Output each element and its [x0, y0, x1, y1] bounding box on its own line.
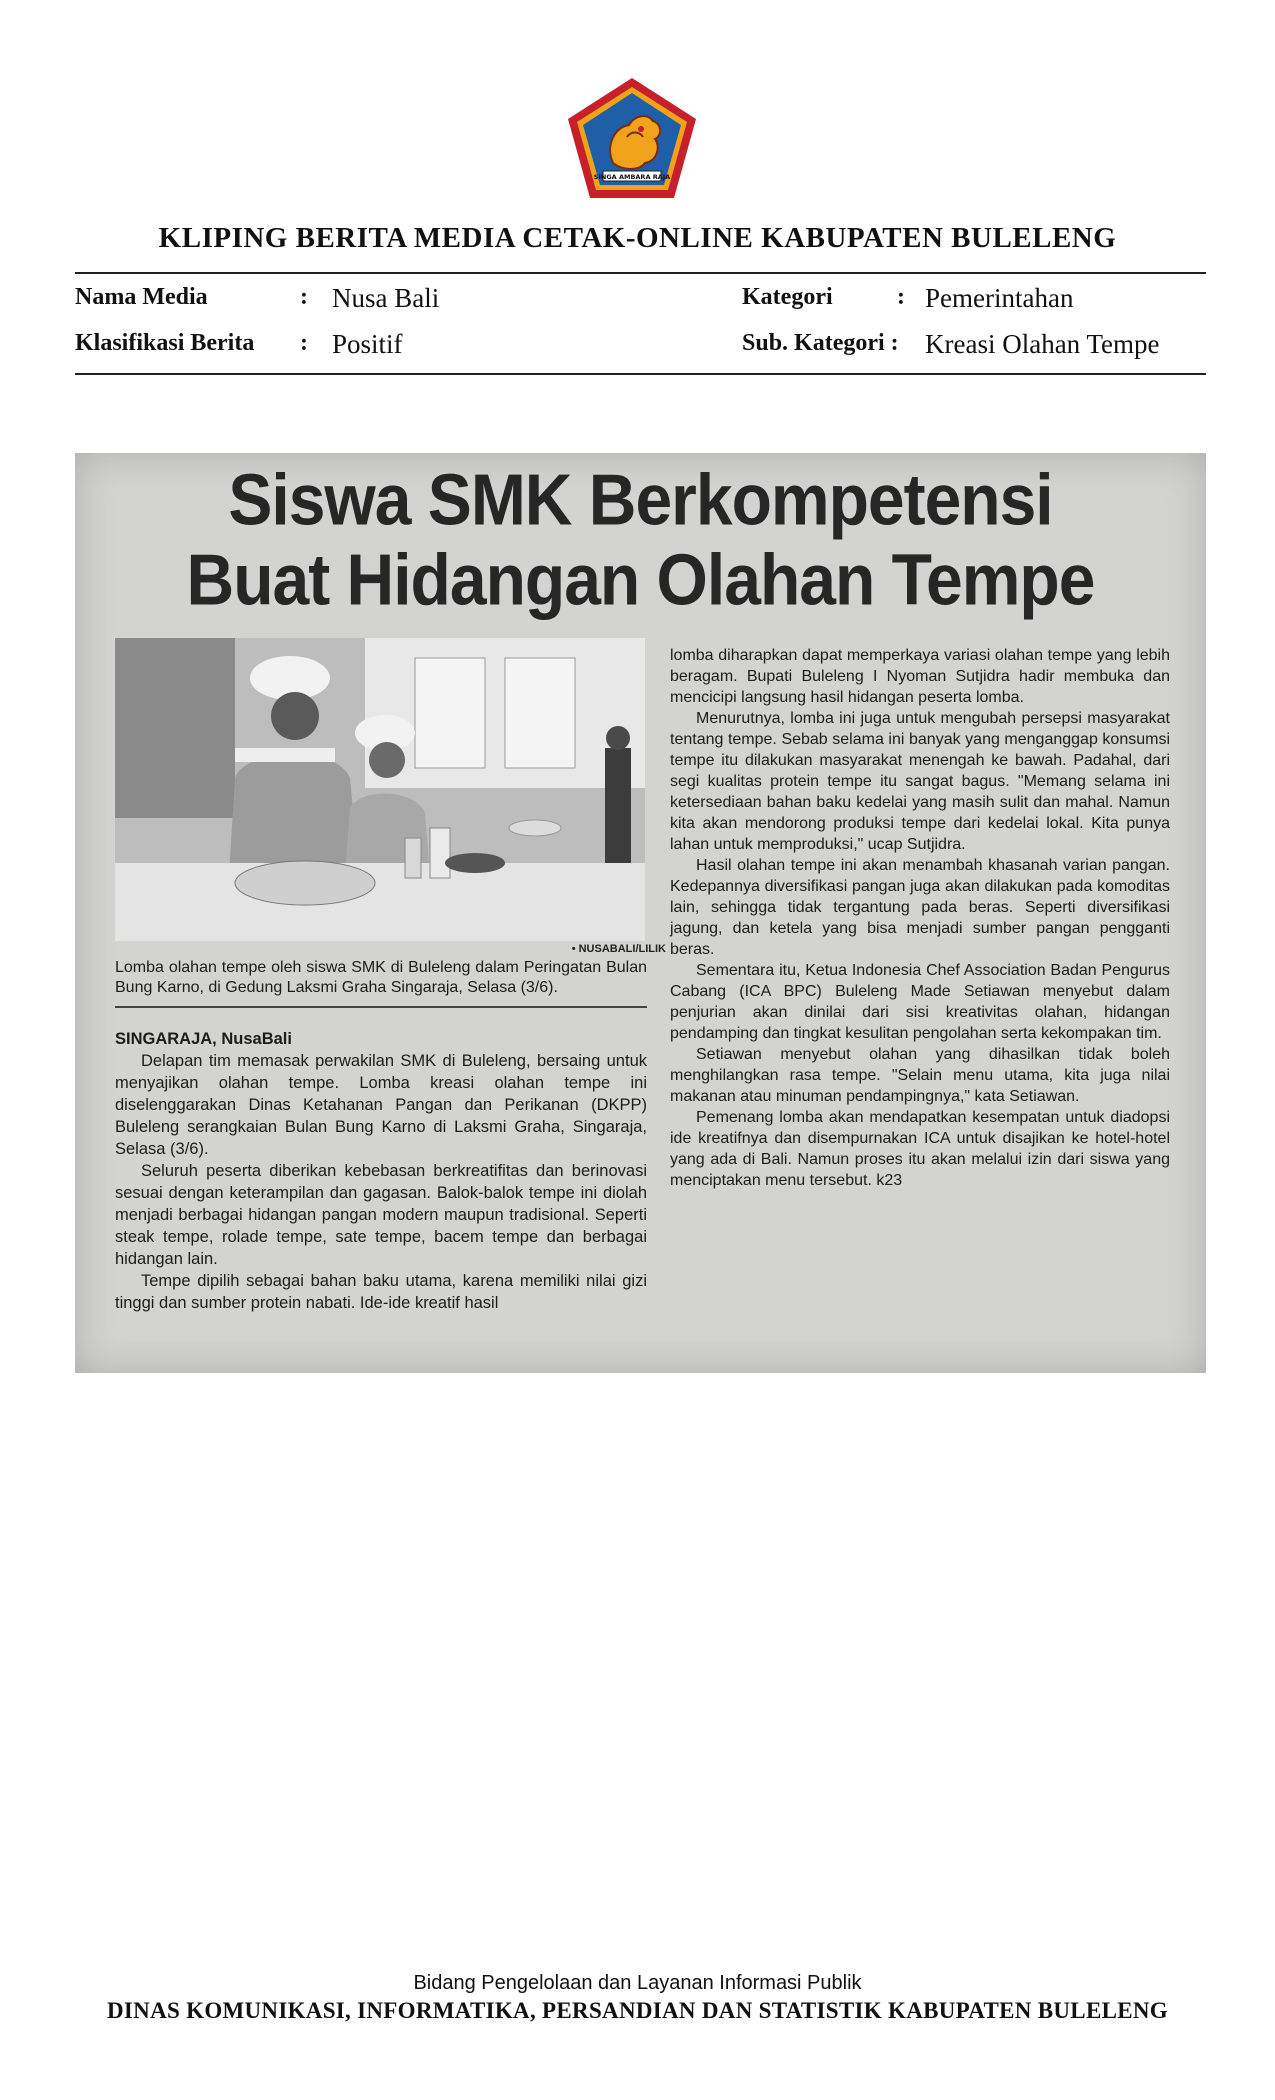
article-paragraph: Menurutnya, lomba ini juga untuk mengubah persepsi masyarakat tentang tempe. Sebab selama ini banyak yang menganggap konsumsi tempe itu dilakukan masyarakat menengah ke bawah. Padahal, dari segi kualitas protein tempe itu sangat bagus. "Memang selama ini ketersediaan bahan baku kedelai yang masih sulit dan mahal. Namun kita akan mendorong produksi tempe dari kedelai lokal. Kita punya lahan untuk memproduksi," ucap Sutjidra. [670, 710, 1170, 853]
article-paragraph: Hasil olahan tempe ini akan menambah khasanah varian pangan. Kedepannya diversifikasi pangan juga akan dilakukan pada komoditas lain, sehingga tidak tergantung pada beras. Seperti diversifikasi jagung, dan ketela yang bisa menjadi sumber pangan pengganti beras. [670, 857, 1170, 958]
subcategory-label: Sub. Kategori : [742, 330, 899, 356]
media-name-value: Nusa Bali [332, 283, 440, 313]
article-right-column [670, 645, 1170, 1191]
document-title: KLIPING BERITA MEDIA CETAK-ONLINE KABUPATEN BULELENG [158, 222, 1117, 254]
footer-department: Bidang Pengelolaan dan Layanan Informasi Publik [413, 1972, 862, 1994]
svg-text:SINGA AMBARA RAJA: SINGA AMBARA RAJA [593, 173, 671, 181]
article-paragraph: Seluruh peserta diberikan kebebasan berkreatifitas dan berinovasi sesuai dengan keterampilan dan gagasan. Balok-balok tempe ini diolah menjadi berbagai hidangan pangan modern maupun tradisional. Seperti steak tempe, rolade tempe, sate tempe, bacem tempe dan berbagai hidangan lain. [115, 1162, 647, 1268]
category-value: Pemerintahan [925, 283, 1074, 313]
article-paragraph: lomba diharapkan dapat memperkaya variasi olahan tempe yang lebih beragam. Bupati Buleleng I Nyoman Sutjidra hadir membuka dan mencicipi langsung hasil hidangan peserta lomba. [670, 647, 1170, 706]
article-paragraph: Delapan tim memasak perwakilan SMK di Buleleng, bersaing untuk menyajikan olahan tempe. Lomba kreasi olahan tempe ini diselenggarakan Dinas Ketahanan Pangan dan Perikanan (DKPP) Buleleng serangkaian Bulan Bung Karno di Laksmi Graha, Singaraja, Selasa (3/6). [115, 1052, 647, 1158]
subcategory-value: Kreasi Olahan Tempe [925, 329, 1160, 359]
article-photo-cooking-contest [115, 638, 645, 941]
classification-value: Positif [332, 329, 403, 359]
classification-label: Klasifikasi Berita [75, 330, 255, 356]
category-label: Kategori [742, 284, 833, 310]
header-rule-top [75, 272, 1206, 274]
category-colon: : [897, 284, 905, 310]
photo-caption: Lomba olahan tempe oleh siswa SMK di Buleleng dalam Peringatan Bulan Bung Karno, di Gedung Laksmi Graha Singaraja, Selasa (3/6). [115, 958, 647, 1008]
article-paragraph: Setiawan menyebut olahan yang dihasilkan tidak boleh menghilangkan rasa tempe. "Selain menu utama, kita juga nilai makanan atau minuman pendampingnya," kata Setiawan. [670, 1046, 1170, 1105]
article-paragraph: Tempe dipilih sebagai bahan baku utama, karena memiliki nilai gizi tinggi dan sumber protein nabati. Ide-ide kreatif hasil [115, 1272, 647, 1312]
header-rule-bottom [75, 373, 1206, 375]
media-name-label: Nama Media [75, 284, 208, 310]
classification-colon: : [300, 330, 308, 356]
article-dateline: SINGARAJA, NusaBali [115, 1030, 292, 1048]
media-name-colon: : [300, 284, 308, 310]
photo-credit: • NUSABALI/LILIK [571, 943, 666, 955]
footer-agency: DINAS KOMUNIKASI, INFORMATIKA, PERSANDIAN DAN STATISTIK KABUPATEN BULELENG [107, 1998, 1168, 2023]
newspaper-clipping [75, 453, 1206, 1373]
article-paragraph: Pemenang lomba akan mendapatkan kesempatan untuk diadopsi ide kreatifnya dan disempurnakan ICA untuk disajikan ke hotel-hotel yang ada di Bali. Namun proses itu akan melalui izin dari siswa yang menciptakan menu tersebut. k23 [670, 1109, 1170, 1189]
article-left-column [115, 1028, 647, 1314]
article-paragraph: Sementara itu, Ketua Indonesia Chef Association Badan Pengurus Cabang (ICA BPC) Buleleng Made Setiawan menyebut dalam penjurian akan dinilai dari sisi kreativitas olahan, hidangan pendamping dan tingkat kesulitan pengolahan serta kekompakan tim. [670, 962, 1170, 1042]
article-headline-line1: Siswa SMK Berkompetensi [228, 458, 1053, 540]
buleleng-coat-of-arms-logo [565, 75, 699, 201]
article-headline-line2: Buat Hidangan Olahan Tempe [186, 538, 1095, 620]
